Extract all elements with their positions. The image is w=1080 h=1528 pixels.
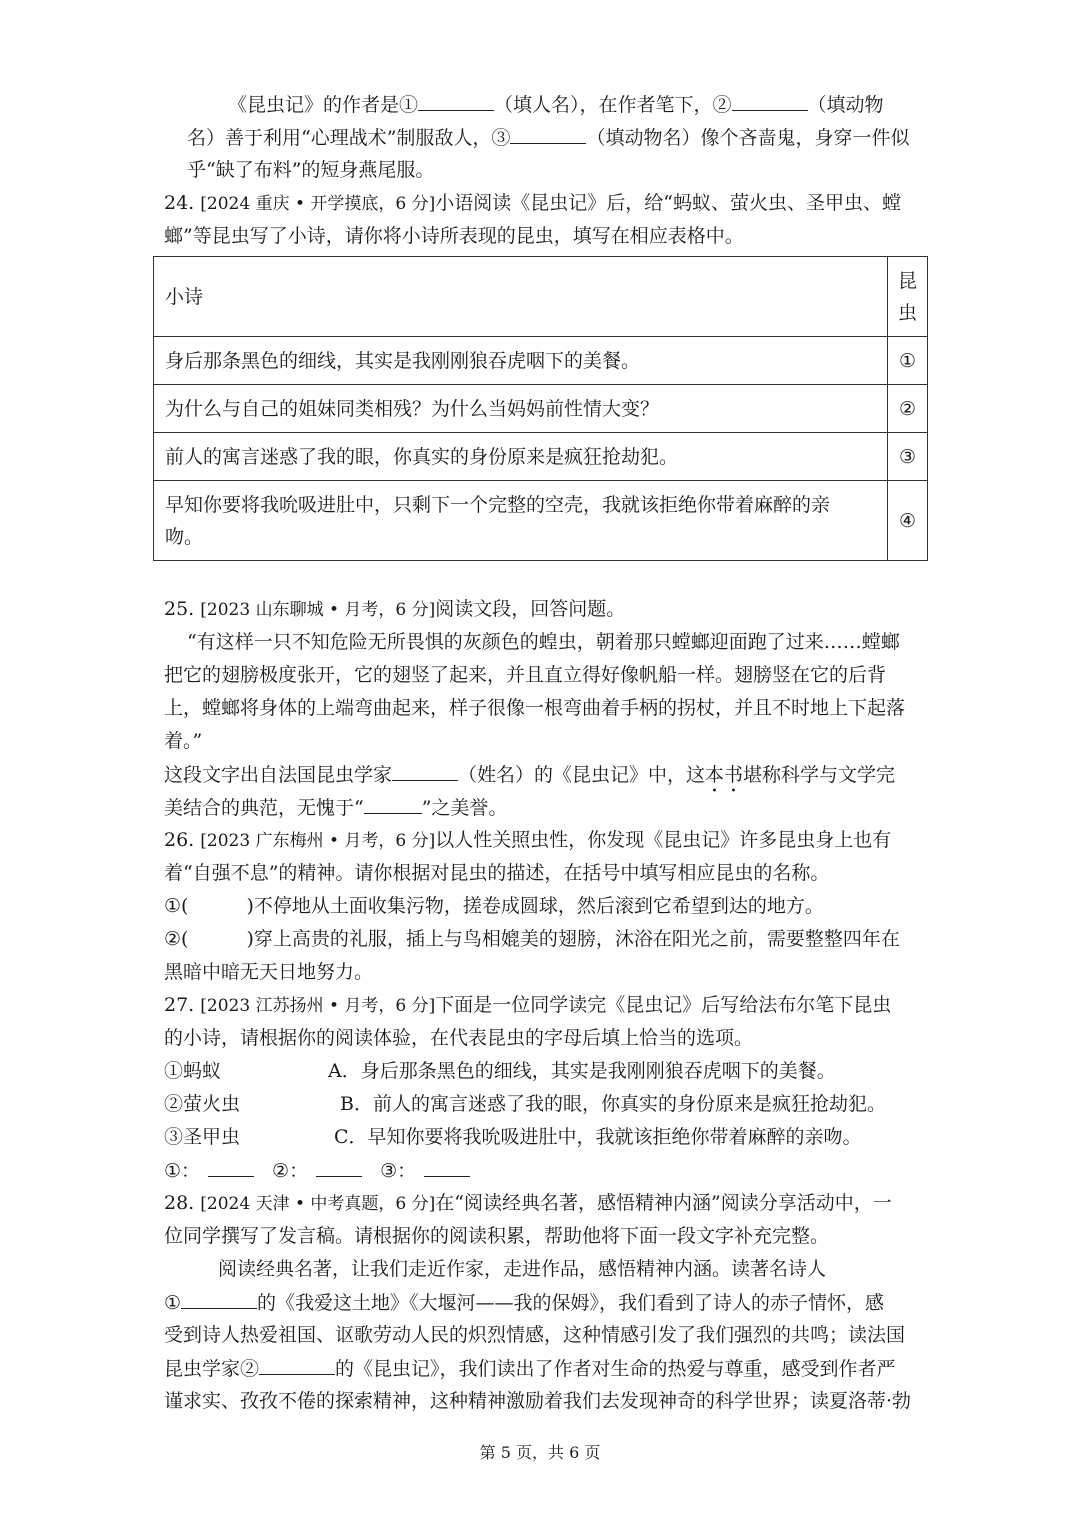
passage-line: 阅读经典名著，让我们走近作家，走进作品，感悟精神内涵。读著名诗人 [218,1258,827,1280]
question-26-line-2: 着“自强不息”的精神。请你根据对昆虫的描述，在括号中填写相应昆虫的名称。 [164,862,830,884]
passage-line: 受到诗人热爱祖国、讴歌劳动人民的炽烈情感，这种情感引发了我们强烈的共鸣；读法国 [164,1324,906,1346]
question-24-line-2: 螂”等昆虫写了小诗，请你将小诗所表现的昆虫，填写在相应表格中。 [164,225,744,247]
insect-label: ②萤火虫 [164,1093,241,1115]
answer-blank[interactable] [510,125,586,144]
insect-answer-cell[interactable]: ③ [887,433,927,481]
answer-blank[interactable] [424,1158,470,1177]
question-source: [2024 天津 • 中考真题，6 分] [200,1194,436,1214]
question-26-item-1: ①( )不停地从土面收集污物，搓卷成圆球，然后滚到它希望到达的地方。 [164,895,824,917]
answer-blank[interactable] [418,92,494,111]
answer-blank[interactable] [259,1356,335,1375]
passage-line: “有这样一只不知危险无所畏惧的灰颜色的蝗虫，朝着那只螳螂迎面跑了过来……螳螂 [187,631,900,653]
answer-blank[interactable] [732,92,808,111]
poem-cell: 身后那条黑色的细线，其实是我刚刚狼吞虎咽下的美餐。 [154,337,888,385]
question-source: [2023 山东聊城 • 月考，6 分] [200,600,436,620]
question-27-answers: ①： ②： ③： [164,1158,470,1183]
question-number: 24. [164,192,195,214]
question-27-header: 27. [2023 江苏扬州 • 月考，6 分]下面是一位同学读完《昆虫记》后写给法布尔笔下昆虫 [164,994,892,1016]
question-26-header: 26. [2023 广东梅州 • 月考，6 分]以人性关照虫性，你发现《昆虫记》许多昆虫身上也有 [164,829,892,851]
answer-blank[interactable] [392,762,458,781]
question-number: 25. [164,598,195,620]
insect-label: ①蚂蚁 [164,1060,222,1082]
insect-answer-cell[interactable]: ④ [887,481,927,561]
intro-line-3: 乎“缺了布料”的短身燕尾服。 [187,159,435,181]
insect-answer-cell[interactable]: ① [887,337,927,385]
poem-cell: 前人的寓言迷惑了我的眼，你真实的身份原来是疯狂抢劫犯。 [154,433,888,481]
question-number: 26. [164,829,195,851]
insect-label: ③圣甲虫 [164,1126,241,1148]
table-header-insect: 昆 虫 [887,257,927,337]
passage-line: ① 的《我爱这土地》《大堰河——我的保姆》，我们看到了诗人的赤子情怀，感 [164,1292,885,1314]
table-row [154,481,928,561]
table-row [154,433,928,481]
table-row [154,385,928,433]
question-24-header: 24. [2024 重庆 • 开学摸底，6 分]小语阅读《昆虫记》后，给“蚂蚁、萤火虫、圣甲虫、螳 [164,192,901,214]
answer-blank[interactable] [364,795,422,814]
passage-line: 昆虫学家② 的《昆虫记》，我们读出了作者对生命的热爱与尊重，感受到作者严 [164,1358,896,1380]
question-25-header: 25. [2023 山东聊城 • 月考，6 分]阅读文段，回答问题。 [164,598,626,620]
question-26-item-2: ②( )穿上高贵的礼服，插上与鸟相媲美的翅膀，沐浴在阳光之前，需要整整四年在 [164,928,900,950]
question-source: [2023 江苏扬州 • 月考，6 分] [200,996,436,1016]
question-28-header: 28. [2024 天津 • 中考真题，6 分]在“阅读经典名著，感悟精神内涵”阅读分享活动中，一 [164,1192,892,1214]
option-line: B．前人的寓言迷惑了我的眼，你真实的身份原来是疯狂抢劫犯。 [340,1093,886,1115]
table-row [154,337,928,385]
answer-blank[interactable] [181,1290,257,1309]
passage-line: 上，螳螂将身体的上端弯曲起来，样子很像一根弯曲着手柄的拐杖，并且不时地上下起落 [164,697,906,719]
poem-insect-table [153,256,928,561]
passage-line: 着。” [164,730,203,752]
passage-line: 谨求实、孜孜不倦的探索精神，这种精神激励着我们去发现神奇的科学世界；读夏洛蒂·勃 [164,1390,912,1412]
answer-blank[interactable] [208,1158,254,1177]
question-source: [2023 广东梅州 • 月考，6 分] [200,831,436,851]
question-source: [2024 重庆 • 开学摸底，6 分] [200,194,436,214]
option-line: A．身后那条黑色的细线，其实是我刚刚狼吞虎咽下的美餐。 [328,1060,836,1082]
option-line: C．早知你要将我吮吸进肚中，我就该拒绝你带着麻醉的亲吻。 [334,1126,862,1148]
page-footer: 第 5 页，共 6 页 [479,1443,601,1462]
passage-line: 把它的翅膀极度张开，它的翅竖了起来，并且直立得好像帆船一样。翅膀竖在它的后背 [164,664,887,686]
insect-answer-cell[interactable]: ② [887,385,927,433]
question-25-fill-2: 美结合的典范，无愧于“ ”之美誉。 [164,797,508,819]
question-28-line-2: 位同学撰写了发言稿。请根据你的阅读积累，帮助他将下面一段文字补充完整。 [164,1225,830,1247]
question-number: 28. [164,1192,195,1214]
answer-blank[interactable] [316,1158,362,1177]
poem-cell: 为什么与自己的姐妹同类相残？为什么当妈妈前性情大变？ [154,385,888,433]
question-number: 27. [164,994,195,1016]
question-25-fill-1: 这段文字出自法国昆虫学家 （姓名）的《昆虫记》中，这本书堪称科学与文学完 [164,764,896,786]
question-27-line-2: 的小诗，请根据你的阅读体验，在代表昆虫的字母后填上恰当的选项。 [164,1027,754,1049]
intro-line-1: 《昆虫记》的作者是① （填人名），在作者笔下，② （填动物 [228,94,884,116]
poem-cell: 早知你要将我吮吸进肚中，只剩下一个完整的空壳，我就该拒绝你带着麻醉的亲 吻。 [154,481,888,561]
intro-line-2: 名）善于利用“心理战术”制服敌人，③ （填动物名）像个吝啬鬼，身穿一件似 [187,127,910,149]
table-header-poem: 小诗 [154,257,888,337]
emphasized-text: 本书 [705,764,744,786]
question-26-item-2-cont: 黑暗中暗无天日地努力。 [164,961,374,983]
